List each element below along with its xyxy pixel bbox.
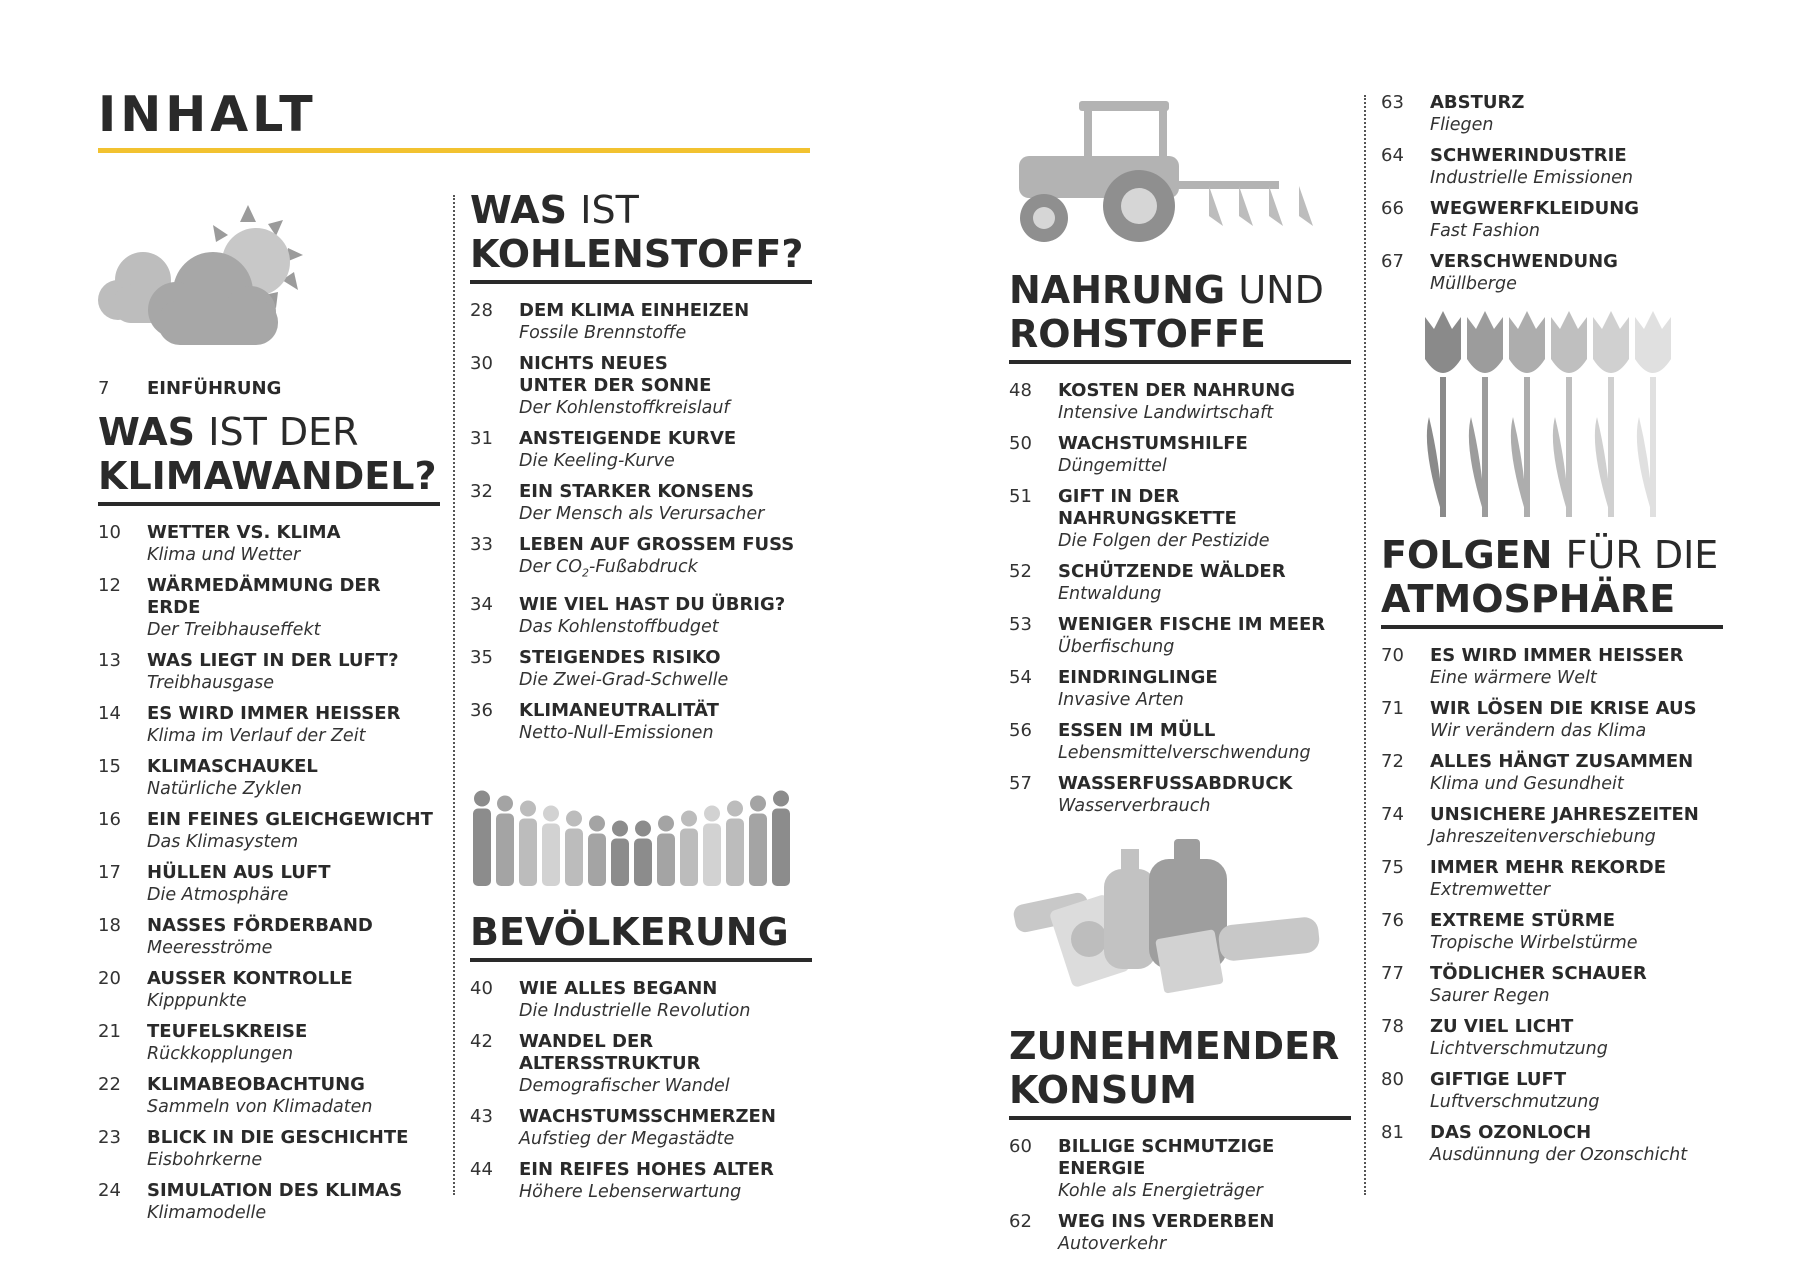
toc-entry[interactable]: [98, 862, 440, 906]
page-number: 62: [1009, 1211, 1032, 1232]
entry-text: [519, 978, 812, 1022]
entry-title: UNSICHERE JAHRESZEITEN: [1430, 804, 1699, 825]
toc-entry[interactable]: [1381, 1016, 1723, 1060]
toc-entry[interactable]: [470, 1031, 812, 1097]
entry-subtitle: Müllberge: [1430, 274, 1517, 294]
entry-title: ES WIRD IMMER HEISSER: [147, 703, 401, 724]
entry-text: [1430, 698, 1723, 742]
entry-text: [1430, 251, 1723, 295]
toc-entry[interactable]: [470, 481, 812, 525]
toc-entry[interactable]: [98, 1180, 440, 1224]
page-number: 66: [1381, 198, 1404, 219]
toc-entry[interactable]: [1381, 698, 1723, 742]
toc-entry[interactable]: [1009, 486, 1351, 552]
entry-text: [1430, 857, 1723, 901]
entry-text: [1430, 92, 1723, 136]
entry-subtitle: Die Folgen der Pestizide: [1058, 531, 1270, 551]
entry-title: WÄRMEDÄMMUNG DER ERDE: [147, 575, 381, 618]
page-number: 30: [470, 353, 493, 374]
entry-title: TÖDLICHER SCHAUER: [1430, 963, 1647, 984]
entry-subtitle: Fast Fashion: [1430, 221, 1540, 241]
toc-entry[interactable]: [1381, 145, 1723, 189]
toc-entry[interactable]: [98, 575, 440, 641]
entry-subtitle: Tropische Wirbelstürme: [1430, 933, 1638, 953]
entry-subtitle: Lichtverschmutzung: [1430, 1039, 1608, 1059]
entry-subtitle: Die Keeling-Kurve: [519, 451, 675, 471]
page-number: 13: [98, 650, 121, 671]
entry-subtitle: Invasive Arten: [1058, 690, 1184, 710]
entry-subtitle: Der Treibhauseffekt: [147, 620, 321, 640]
entry-subtitle: Natürliche Zyklen: [147, 779, 302, 799]
page-number: 67: [1381, 251, 1404, 272]
toc-entry[interactable]: [470, 647, 812, 691]
toc-entry[interactable]: [1009, 614, 1351, 658]
entry-title: BLICK IN DIE GESCHICHTE: [147, 1127, 409, 1148]
toc-entry[interactable]: [470, 1159, 812, 1203]
page-number: 16: [98, 809, 121, 830]
page-number: 35: [470, 646, 493, 668]
toc-entry[interactable]: [98, 522, 440, 566]
entry-text: [147, 915, 440, 959]
page-number: 70: [1381, 645, 1404, 666]
entry-text: [147, 809, 440, 853]
toc-entry[interactable]: [98, 968, 440, 1012]
entry-subtitle: Lebensmittelverschwendung: [1058, 743, 1311, 763]
entry-text: [519, 428, 812, 472]
toc-entry[interactable]: [1381, 804, 1723, 848]
entry-subtitle: Meeresströme: [147, 938, 273, 958]
entry-list: [1009, 1136, 1351, 1255]
entry-subtitle: Saurer Regen: [1430, 986, 1550, 1006]
entry-text: [519, 1159, 812, 1203]
entry-subtitle: Das Klimasystem: [147, 832, 299, 852]
entry-list: [470, 978, 812, 1203]
toc-entry[interactable]: [1009, 1136, 1351, 1202]
entry-title: AUSSER KONTROLLE: [147, 968, 353, 989]
entry-subtitle: Wasserverbrauch: [1058, 796, 1211, 816]
toc-entry[interactable]: [1381, 645, 1723, 689]
entry-title: WEGWERFKLEIDUNG: [1430, 198, 1640, 219]
toc-entry[interactable]: [1009, 561, 1351, 605]
toc-entry[interactable]: [1381, 251, 1723, 295]
entry-title: EIN FEINES GLEICHGEWICHT: [147, 809, 433, 830]
page-number: 60: [1009, 1136, 1032, 1157]
entry-title: VERSCHWENDUNG: [1430, 251, 1618, 272]
entry-list: [470, 300, 812, 744]
entry-subtitle: Die Zwei-Grad-Schwelle: [519, 669, 729, 690]
toc-entry[interactable]: [1009, 380, 1351, 424]
entry-subtitle: Das Kohlenstoffbudget: [519, 616, 719, 637]
entry-text: [1058, 614, 1351, 658]
entry-title: ABSTURZ: [1430, 92, 1525, 113]
toc-entry[interactable]: [1381, 910, 1723, 954]
entry-list: [98, 522, 440, 1224]
entry-subtitle: Kipppunkte: [147, 991, 247, 1011]
toc-entry[interactable]: [470, 428, 812, 472]
entry-text: [1430, 198, 1723, 242]
entry-text: [1058, 773, 1351, 817]
entry-subtitle: Der $CO_2$-Fußabdruck: [519, 557, 698, 580]
entry-subtitle: Düngemittel: [1058, 456, 1167, 476]
entry-title: LEBEN AUF GROSSEM FUSS: [519, 534, 795, 555]
section-konsum-atmosphaere: [1381, 92, 1723, 1175]
page-number: 81: [1381, 1122, 1404, 1143]
toc-entry[interactable]: [1381, 1069, 1723, 1113]
section-klimawandel: [98, 200, 440, 1233]
entry-text: [519, 300, 812, 344]
entry-subtitle: Der Mensch als Verursacher: [519, 504, 765, 524]
entry-subtitle: Jahreszeitenverschiebung: [1430, 827, 1656, 847]
entry-title: NASSES FÖRDERBAND: [147, 915, 373, 936]
page-number: 28: [470, 300, 493, 321]
entry-subtitle: Entwaldung: [1058, 584, 1162, 604]
entry-subtitle: Die Atmosphäre: [147, 885, 289, 905]
entry-title: KOSTEN DER NAHRUNG: [1058, 380, 1296, 401]
entry-title: EINDRINGLINGE: [1058, 667, 1218, 688]
people-icon: [470, 774, 810, 894]
entry-title: SIMULATION DES KLIMAS: [147, 1180, 403, 1201]
toc-entry[interactable]: [98, 756, 440, 800]
page-number: 14: [98, 703, 121, 724]
entry-text: [1430, 1069, 1723, 1113]
entry-title: WIE VIEL HAST DU ÜBRIG?: [519, 593, 786, 615]
page-number: 72: [1381, 751, 1404, 772]
toc-entry[interactable]: [98, 703, 440, 747]
entry-subtitle: Höhere Lebenserwartung: [519, 1181, 742, 1202]
entry-text: [147, 862, 440, 906]
entry-title: SCHÜTZENDE WÄLDER: [1058, 561, 1286, 582]
entry-subtitle: Demografischer Wandel: [519, 1075, 730, 1096]
entry-text: [1430, 1122, 1723, 1166]
entry-text: [519, 353, 812, 419]
page-number: 50: [1009, 433, 1032, 454]
section-heading: FOLGEN FÜR DIE ATMOSPHÄRE: [1381, 533, 1723, 629]
entry-text: [1430, 1016, 1723, 1060]
entry-text: [1058, 720, 1351, 764]
toc-entry[interactable]: [470, 594, 812, 638]
entry-subtitle: Fliegen: [1430, 115, 1494, 135]
page-number: 43: [470, 1105, 493, 1127]
entry-text: [1058, 561, 1351, 605]
page-number: 42: [470, 1030, 493, 1052]
toc-entry[interactable]: [98, 1021, 440, 1065]
page-number: 15: [98, 756, 121, 777]
entry-subtitle: Überfischung: [1058, 637, 1175, 657]
toc-entry[interactable]: [1381, 198, 1723, 242]
section-heading: ZUNEHMENDER KONSUM: [1009, 1024, 1351, 1120]
entry-text: [147, 1021, 440, 1065]
entry-subtitle: Industrielle Emissionen: [1430, 168, 1634, 188]
page-number: 53: [1009, 614, 1032, 635]
entry-subtitle: Kohle als Energieträger: [1058, 1181, 1263, 1201]
entry-title: DEM KLIMA EINHEIZEN: [519, 300, 750, 321]
toc-entry[interactable]: [1381, 751, 1723, 795]
page-number: 54: [1009, 667, 1032, 688]
entry-title: GIFT IN DER NAHRUNGSKETTE: [1058, 486, 1237, 529]
page-number: 71: [1381, 698, 1404, 719]
page-number: 77: [1381, 963, 1404, 984]
entry-text: [147, 650, 440, 694]
entry-text: [519, 700, 812, 744]
entry-subtitle: Sammeln von Klimadaten: [147, 1097, 373, 1117]
entry-title: IMMER MEHR REKORDE: [1430, 857, 1667, 878]
page-number: 20: [98, 968, 121, 989]
page-title: INHALT: [98, 86, 317, 143]
page-number: 40: [470, 977, 493, 999]
column-divider: [453, 195, 455, 1195]
entry-title: ESSEN IM MÜLL: [1058, 720, 1216, 741]
page-number: 48: [1009, 380, 1032, 401]
entry-text: [519, 647, 812, 691]
entry-text: [1058, 380, 1351, 424]
entry-text: [1430, 804, 1723, 848]
section-heading: BEVÖLKERUNG: [470, 910, 812, 962]
entry-subtitle: Extremwetter: [1430, 880, 1551, 900]
entry-title: WAS LIEGT IN DER LUFT?: [147, 650, 399, 671]
page-number: 78: [1381, 1016, 1404, 1037]
tulips-icon: [1423, 307, 1673, 517]
entry-subtitle: Netto-Null-Emissionen: [519, 722, 714, 743]
entry-subtitle: Autoverkehr: [1058, 1234, 1167, 1254]
entry-subtitle: Eine wärmere Welt: [1430, 668, 1597, 688]
entry-title: ANSTEIGENDE KURVE: [519, 428, 737, 449]
toc-entry[interactable]: [1381, 92, 1723, 136]
waste-icon: [1009, 839, 1339, 994]
entry-text: [1430, 910, 1723, 954]
toc-entry[interactable]: [1009, 433, 1351, 477]
entry-title: WEG INS VERDERBEN: [1058, 1211, 1275, 1232]
page-number: 51: [1009, 486, 1032, 507]
page-number: 64: [1381, 145, 1404, 166]
entry-subtitle: Aufstieg der Megastädte: [519, 1128, 735, 1149]
page-number: 33: [470, 534, 493, 555]
entry-title: SCHWERINDUSTRIE: [1430, 145, 1627, 166]
toc-entry[interactable]: [1009, 667, 1351, 711]
page-number: 34: [470, 593, 493, 615]
entry-text: [147, 575, 440, 641]
entry-title: ALTERSSTRUKTUR: [519, 1052, 701, 1074]
entry-title: DAS OZONLOCH: [1430, 1122, 1592, 1143]
entry-text: [1430, 145, 1723, 189]
entry-list: [1381, 92, 1723, 295]
toc-entry[interactable]: [1381, 857, 1723, 901]
entry-title: WASSERFUSSABDRUCK: [1058, 773, 1293, 794]
toc-entry[interactable]: [1009, 720, 1351, 764]
entry-text: [1430, 963, 1723, 1007]
entry-subtitle: Eisbohrkerne: [147, 1150, 263, 1170]
entry-text: [147, 1074, 440, 1118]
entry-title: ALLES HÄNGT ZUSAMMEN: [1430, 751, 1694, 772]
entry-title: WIR LÖSEN DIE KRISE AUS: [1430, 698, 1697, 719]
page-number: 23: [98, 1127, 121, 1148]
entry-subtitle: Der Kohlenstoffkreislauf: [519, 398, 730, 418]
page-number: 22: [98, 1074, 121, 1095]
page-number: 24: [98, 1180, 121, 1201]
entry-title: KLIMANEUTRALITÄT: [519, 699, 719, 721]
page-number: 57: [1009, 773, 1032, 794]
page-number: 63: [1381, 92, 1404, 113]
page-number: 76: [1381, 910, 1404, 931]
entry-text: [519, 1031, 812, 1097]
entry-text: [1058, 1136, 1351, 1202]
entry-text: [147, 756, 440, 800]
toc-entry[interactable]: [98, 915, 440, 959]
toc-entry[interactable]: [470, 1106, 812, 1150]
toc-entry[interactable]: [470, 978, 812, 1022]
entry-subtitle: Intensive Landwirtschaft: [1058, 403, 1274, 423]
toc-entry[interactable]: [98, 1074, 440, 1118]
entry-title: EXTREME STÜRME: [1430, 910, 1616, 931]
entry-title: ZU VIEL LICHT: [1430, 1016, 1574, 1037]
entry-subtitle: Klima im Verlauf der Zeit: [147, 726, 366, 746]
toc-entry[interactable]: [470, 353, 812, 419]
entry-text: [1430, 645, 1723, 689]
page-number: 10: [98, 522, 121, 543]
entry-title: WANDEL DER: [519, 1030, 654, 1052]
section-heading: WAS IST KOHLENSTOFF?: [470, 188, 812, 284]
entry-title: EINFÜHRUNG: [147, 378, 282, 399]
page-number: 32: [470, 481, 493, 502]
toc-entry[interactable]: [98, 809, 440, 853]
entry-text: [147, 1127, 440, 1171]
entry-title: STEIGENDES RISIKO: [519, 646, 721, 668]
title-underline: [98, 148, 810, 153]
section-kohlenstoff: [470, 188, 812, 1212]
entry-text: [1058, 1211, 1351, 1255]
entry-title: WIE ALLES BEGANN: [519, 977, 718, 999]
entry-subtitle: Klimamodelle: [147, 1203, 267, 1223]
entry-title: WACHSTUMSSCHMERZEN: [519, 1105, 776, 1127]
intro-entry[interactable]: [98, 378, 440, 400]
entry-text: [1058, 433, 1351, 477]
page-number: 56: [1009, 720, 1032, 741]
entry-text: [147, 703, 440, 747]
page-number: 31: [470, 428, 493, 449]
entry-subtitle: Klima und Gesundheit: [1430, 774, 1624, 794]
page-number: 74: [1381, 804, 1404, 825]
entry-title: EIN STARKER KONSENS: [519, 481, 755, 502]
entry-subtitle: Die Industrielle Revolution: [519, 1000, 751, 1021]
toc-entry[interactable]: [98, 1127, 440, 1171]
page-number: 75: [1381, 857, 1404, 878]
entry-text: [1430, 751, 1723, 795]
entry-list: [1009, 380, 1351, 817]
entry-title: ES WIRD IMMER HEISSER: [1430, 645, 1684, 666]
section-heading: WAS IST DER KLIMAWANDEL?: [98, 410, 440, 506]
entry-text: [519, 534, 812, 585]
page-number: 18: [98, 915, 121, 936]
entry-title: TEUFELSKREISE: [147, 1021, 308, 1042]
toc-entry[interactable]: [470, 300, 812, 344]
entry-title: WENIGER FISCHE IM MEER: [1058, 614, 1326, 635]
toc-entry[interactable]: [1009, 773, 1351, 817]
page-number: 7: [98, 378, 110, 399]
entry-title: WACHSTUMSHILFE: [1058, 433, 1248, 454]
page-number: 17: [98, 862, 121, 883]
section-nahrung: [1009, 96, 1351, 1264]
toc-entry[interactable]: [1381, 1122, 1723, 1166]
entry-title: WETTER VS. KLIMA: [147, 522, 341, 543]
entry-subtitle: Luftverschmutzung: [1430, 1092, 1600, 1112]
entry-title: UNTER DER SONNE: [519, 375, 712, 396]
section-heading: NAHRUNG UND ROHSTOFFE: [1009, 268, 1351, 364]
entry-text: [519, 481, 812, 525]
entry-list: [1381, 645, 1723, 1166]
entry-subtitle: Ausdünnung der Ozonschicht: [1430, 1145, 1688, 1165]
entry-text: [147, 522, 440, 566]
entry-title: GIFTIGE LUFT: [1430, 1069, 1567, 1090]
entry-subtitle: Fossile Brennstoffe: [519, 323, 687, 343]
entry-subtitle: Treibhausgase: [147, 673, 275, 693]
page-number: 80: [1381, 1069, 1404, 1090]
column-divider: [1364, 95, 1366, 1195]
entry-text: [1058, 486, 1351, 552]
toc-entry[interactable]: [98, 650, 440, 694]
weather-icon: [98, 200, 328, 350]
page-number: 12: [98, 575, 121, 596]
toc-entry[interactable]: [1009, 1211, 1351, 1255]
toc-entry[interactable]: [1381, 963, 1723, 1007]
entry-title: NICHTS NEUES: [519, 353, 668, 374]
page-number: 52: [1009, 561, 1032, 582]
toc-entry[interactable]: [470, 700, 812, 744]
entry-title: HÜLLEN AUS LUFT: [147, 862, 331, 883]
toc-entry[interactable]: [470, 534, 812, 585]
entry-title: EIN REIFES HOHES ALTER: [519, 1158, 774, 1180]
entry-subtitle: Rückkopplungen: [147, 1044, 294, 1064]
entry-subtitle: Klima und Wetter: [147, 545, 301, 565]
entry-text: [147, 968, 440, 1012]
entry-text: [147, 1180, 440, 1224]
entry-text: [519, 1106, 812, 1150]
entry-title: KLIMASCHAUKEL: [147, 756, 318, 777]
entry-text: [519, 594, 812, 638]
page-number: 44: [470, 1158, 493, 1180]
entry-title: BILLIGE SCHMUTZIGE ENERGIE: [1058, 1136, 1275, 1179]
entry-subtitle: Wir verändern das Klima: [1430, 721, 1647, 741]
entry-title: KLIMABEOBACHTUNG: [147, 1074, 365, 1095]
page-number: 21: [98, 1021, 121, 1042]
entry-text: [1058, 667, 1351, 711]
page-number: 36: [470, 699, 493, 721]
tractor-icon: [1009, 96, 1339, 246]
